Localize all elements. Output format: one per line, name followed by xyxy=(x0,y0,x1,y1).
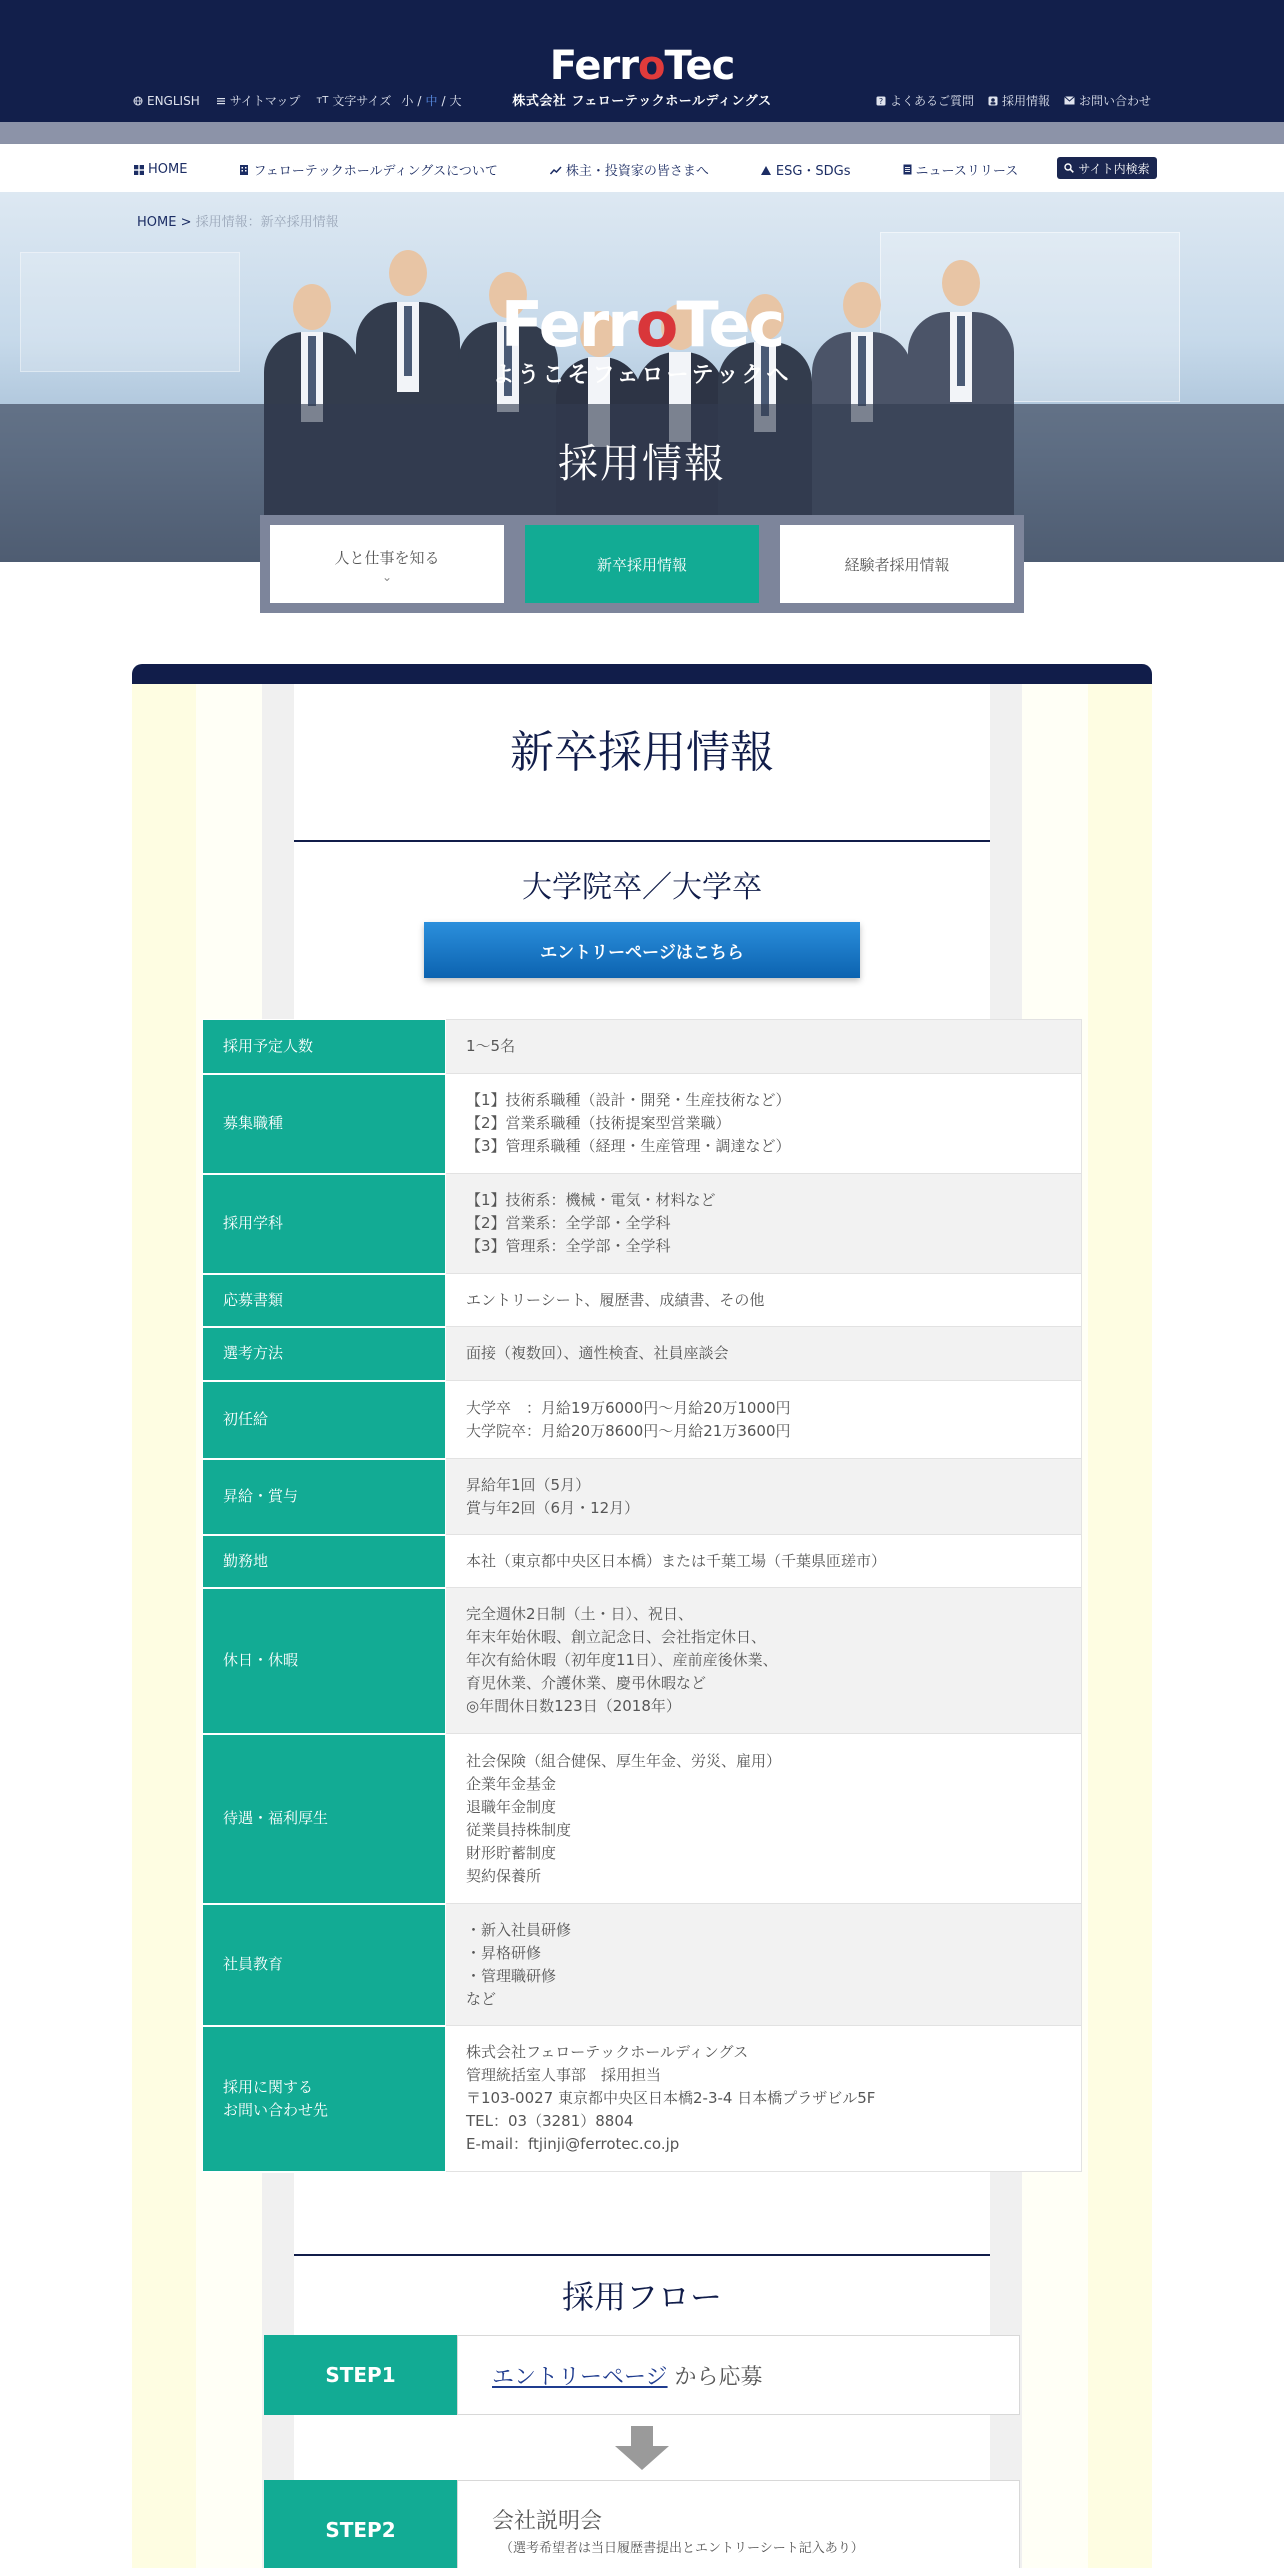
breadcrumb-home[interactable]: HOME xyxy=(137,215,177,230)
content-panel-top-bar xyxy=(132,664,1152,684)
table-header-cell xyxy=(203,1734,446,1904)
cell-text: TEL：03（3281）8804 xyxy=(466,2112,634,2130)
tab-label: 新卒採用情報 xyxy=(596,555,687,574)
recruit-link[interactable]: 採用情報 xyxy=(988,92,1050,109)
step-label: STEP2 xyxy=(264,2480,457,2568)
table-data-cell xyxy=(446,1459,1082,1535)
hero-logo xyxy=(470,288,814,389)
table-data-cell xyxy=(446,1588,1082,1734)
hero-banner xyxy=(0,192,1284,562)
document-icon xyxy=(903,164,912,175)
cell-text: 株式会社フェローテックホールディングス xyxy=(466,2043,749,2061)
cell-text: 採用に関する xyxy=(223,2077,314,2096)
table-row xyxy=(203,1459,1082,1535)
entry-page-button[interactable]: エントリーページはこちら xyxy=(424,922,860,978)
hero-welcome-text: ようこそフェローテックへ xyxy=(492,363,792,388)
tab-new-graduate[interactable] xyxy=(525,525,759,603)
question-icon xyxy=(876,96,886,106)
step-text xyxy=(492,2360,1019,2391)
hero-logo-mark xyxy=(470,288,814,361)
faq-link[interactable]: ? よくあるご質問 xyxy=(876,92,974,109)
table-data-cell xyxy=(446,1734,1082,1904)
font-size-separator: / xyxy=(441,93,446,108)
font-size-control: ᴛT 文字サイズ 小 / 中 / 大 xyxy=(316,93,462,108)
table-data-cell xyxy=(446,2026,1082,2172)
table-header-cell xyxy=(203,1174,446,1274)
english-link[interactable]: ENGLISH xyxy=(133,94,200,108)
cell-text: 管理統括室人事部 採用担当 xyxy=(466,2066,662,2084)
mail-icon xyxy=(1064,96,1075,105)
cell-text: 採用学科 xyxy=(223,1214,284,1232)
table-header-cell xyxy=(203,1588,446,1734)
arrow-down-icon xyxy=(615,2426,669,2470)
nav-item-esg[interactable]: ESG・SDGs xyxy=(761,160,851,179)
cell-text: 【2】営業系：全学部・全学科 xyxy=(466,1214,671,1232)
cell-text: 選考方法 xyxy=(223,1344,284,1362)
logo-text-rr: rr xyxy=(600,43,638,89)
table-header-cell xyxy=(203,1327,446,1381)
list-icon xyxy=(216,96,226,106)
text-size-icon: ᴛT xyxy=(316,95,329,106)
table-row xyxy=(203,1274,1082,1327)
nav-item-investors[interactable]: 株主・投資家の皆さまへ xyxy=(550,160,709,179)
chevron-down-icon: ⌄ xyxy=(381,569,393,584)
nav-item-home[interactable]: HOME xyxy=(134,160,187,179)
cell-text: 年次有給休暇（初年度11日）、産前産後休業、 xyxy=(466,1651,778,1669)
recruit-info-table xyxy=(202,1019,1082,2173)
flow-title: 採用フロー xyxy=(561,2278,722,2316)
cell-text: 【2】営業系職種（技術提案型営業職） xyxy=(466,1114,731,1132)
table-header-cell xyxy=(203,1274,446,1327)
cell-text: 契約保養所 xyxy=(466,1866,542,1885)
cell-text: エントリーシート、履歴書、成績書、その他 xyxy=(466,1290,765,1309)
step-note: （選考希望者は当日履歴書提出とエントリーシート記入あり） xyxy=(500,2541,864,2556)
table-header-cell xyxy=(203,1074,446,1174)
cell-text: 昇給年1回（5月） xyxy=(466,1475,591,1494)
leaf-icon xyxy=(761,165,772,175)
cell-text: 従業員持株制度 xyxy=(466,1820,572,1839)
cell-text: 面接（複数回）、適性検査、社員座談会 xyxy=(466,1344,729,1362)
table-header-cell xyxy=(203,1459,446,1535)
cell-text: 勤務地 xyxy=(223,1551,269,1570)
cell-text: お問い合わせ先 xyxy=(223,2100,329,2119)
cell-text: 【1】技術系職種（設計・開発・生産技術など） xyxy=(466,1091,791,1109)
hero-building-graphic xyxy=(20,252,240,372)
contact-link[interactable]: お問い合わせ xyxy=(1064,92,1151,109)
table-data-cell xyxy=(446,1274,1082,1327)
hero-logo-text: Tec xyxy=(676,288,784,361)
font-size-small[interactable]: 小 xyxy=(401,94,414,108)
table-header-cell xyxy=(203,1535,446,1588)
header-band xyxy=(0,122,1284,144)
cell-text: など xyxy=(466,1989,497,2008)
table-data-cell xyxy=(446,1381,1082,1459)
table-header-cell xyxy=(203,1381,446,1459)
table-data-cell xyxy=(446,1020,1082,1074)
cell-text: ・昇格研修 xyxy=(466,1943,542,1962)
cell-text: 募集職種 xyxy=(223,1114,284,1132)
font-size-medium[interactable]: 中 xyxy=(425,94,438,108)
table-row xyxy=(203,1020,1082,1074)
cell-text: 【3】管理系職種（経理・生産管理・調達など） xyxy=(466,1137,791,1155)
table-header-cell xyxy=(203,2026,446,2172)
hero-title: 採用情報 xyxy=(558,441,726,487)
step-body xyxy=(457,2480,1020,2568)
tab-label: 人と仕事を知る xyxy=(334,548,440,567)
tab-people-and-work[interactable] xyxy=(270,525,504,603)
cell-text: 【3】管理系：全学部・全学科 xyxy=(466,1237,671,1255)
recruit-header-card xyxy=(294,684,990,1020)
section-subtitle: 大学院卒／大学卒 xyxy=(522,870,762,905)
table-row xyxy=(203,2026,1082,2172)
building-icon xyxy=(239,164,249,175)
logo-mark xyxy=(506,44,778,88)
tab-experienced[interactable] xyxy=(780,525,1014,603)
cell-text: 完全週休2日制（土・日）、祝日、 xyxy=(466,1605,694,1623)
grid-icon xyxy=(134,165,144,175)
logo-company-name: 株式会社 フェローテックホールディングス xyxy=(512,94,772,109)
cell-text: 休日・休暇 xyxy=(223,1651,299,1669)
table-data-cell xyxy=(446,1174,1082,1274)
nav-item-about[interactable]: フェローテックホールディングスについて xyxy=(239,160,497,179)
table-data-cell xyxy=(446,1535,1082,1588)
sitemap-link[interactable]: サイトマップ xyxy=(216,92,301,109)
logo-text-o: o xyxy=(638,43,665,89)
cell-text: 育児休業、介護休業、慶弔休暇など xyxy=(466,1674,707,1692)
flow-divider xyxy=(294,2254,990,2256)
table-row xyxy=(203,1174,1082,1274)
person-icon xyxy=(988,96,998,106)
contact-email[interactable]: E-mail：ftjinji@ferrotec.co.jp xyxy=(466,2135,680,2153)
step-body xyxy=(457,2335,1020,2415)
flow-step-2 xyxy=(264,2480,1020,2568)
table-header-cell xyxy=(203,1020,446,1074)
logo-text-fe: Fe xyxy=(549,43,601,89)
cell-text: 昇給・賞与 xyxy=(223,1487,299,1505)
utility-links-right xyxy=(876,92,1151,109)
cell-text: ◎年間休日数123日（2018年） xyxy=(466,1697,681,1715)
cell-text: ・新入社員研修 xyxy=(466,1920,572,1939)
cell-text: 財形貯蓄制度 xyxy=(466,1843,557,1862)
table-row xyxy=(203,1381,1082,1459)
cell-text: 企業年金基金 xyxy=(466,1774,557,1793)
table-data-cell xyxy=(446,1327,1082,1381)
title-divider xyxy=(294,840,990,842)
cell-text: 賞与年2回（6月・12月） xyxy=(466,1498,640,1517)
step-text: 会社説明会 xyxy=(492,2509,603,2534)
font-size-separator: / xyxy=(417,93,422,108)
flow-step-1 xyxy=(264,2335,1020,2415)
page-title: 新卒採用情報 xyxy=(510,727,774,778)
hero-logo-o: o xyxy=(635,288,677,361)
trend-icon xyxy=(550,165,562,175)
table-data-cell xyxy=(446,1904,1082,2026)
nav-item-news[interactable]: ニュースリリース xyxy=(903,160,1019,179)
recruit-tabs xyxy=(260,515,1024,613)
cell-text: 年末年始休暇、創立記念日、会社指定休日、 xyxy=(466,1628,767,1646)
tab-label: 経験者採用情報 xyxy=(844,555,950,574)
cell-text: 社員教育 xyxy=(223,1955,284,1973)
hero-logo-text: Ferr xyxy=(500,288,636,361)
cell-text: 初任給 xyxy=(223,1410,269,1428)
table-row xyxy=(203,1588,1082,1734)
table-row xyxy=(203,1734,1082,1904)
site-logo[interactable] xyxy=(506,44,778,109)
cell-text: 待遇・福利厚生 xyxy=(223,1809,329,1827)
table-row xyxy=(203,1904,1082,2026)
table-row xyxy=(203,1074,1082,1174)
site-search-button[interactable]: サイト内検索 xyxy=(1057,157,1157,179)
globe-icon xyxy=(133,96,143,106)
cell-text: 採用予定人数 xyxy=(223,1036,314,1055)
table-data-cell xyxy=(446,1074,1082,1174)
table-row xyxy=(203,1327,1082,1381)
table-row xyxy=(203,1535,1082,1588)
logo-text-tec: Tec xyxy=(664,43,735,89)
breadcrumb-separator: > xyxy=(176,215,196,230)
cell-text: 社会保険（組合健保、厚生年金、労災、雇用） xyxy=(466,1751,782,1770)
cell-text: 大学卒 ：月給19万6000円～月給20万1000円 xyxy=(466,1398,791,1417)
entry-page-link[interactable]: エントリーページ xyxy=(492,2364,668,2390)
cell-text: ・管理職研修 xyxy=(466,1966,557,1985)
step-text-suffix: から応募 xyxy=(667,2364,763,2390)
nav-items xyxy=(134,160,1070,179)
cell-text: 1～5名 xyxy=(466,1037,516,1055)
font-size-large[interactable]: 大 xyxy=(449,94,462,108)
table-header-cell xyxy=(203,1904,446,2026)
breadcrumb-current: 採用情報：新卒採用情報 xyxy=(195,215,339,230)
cell-text: 本社（東京都中央区日本橋）または千葉工場（千葉県匝瑳市） xyxy=(466,1551,887,1570)
cell-text: 退職年金制度 xyxy=(466,1797,557,1816)
cell-text: 大学院卒：月給20万8600円～月給21万3600円 xyxy=(466,1421,791,1440)
svg-text:?: ? xyxy=(878,96,884,106)
search-icon xyxy=(1064,163,1074,173)
breadcrumb xyxy=(137,211,339,230)
cell-text: 〒103-0027 東京都中央区日本橋2-3-4 日本橋プラザビル5F xyxy=(466,2089,876,2107)
cell-text: 【1】技術系：機械・電気・材料など xyxy=(466,1191,716,1209)
step-label: STEP1 xyxy=(264,2335,457,2415)
cell-text: 応募書類 xyxy=(223,1290,284,1309)
utility-links-left xyxy=(133,92,462,109)
